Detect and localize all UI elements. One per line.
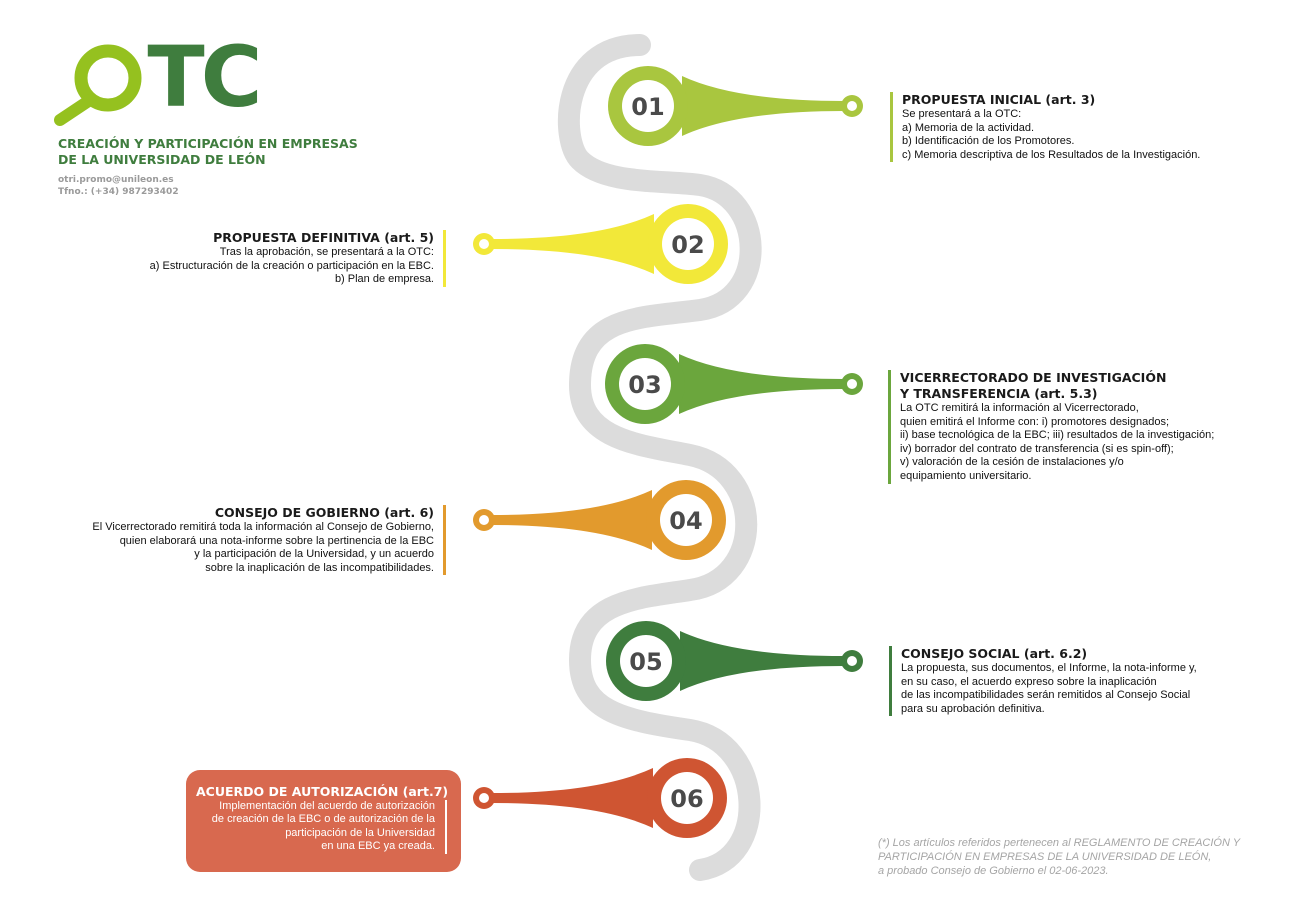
title-line-1: CREACIÓN Y PARTICIPACIÓN EN EMPRESAS (58, 136, 358, 151)
step-6-line: participación de la Universidad (285, 826, 435, 839)
step-3-text (888, 370, 1214, 484)
step-2-pin (473, 204, 728, 284)
step-4-line: y la participación de la Universidad, y un acuerdo (194, 548, 434, 561)
step-5-text (889, 646, 1197, 716)
step-2-title: PROPUESTA DEFINITIVA (art. 5) (213, 230, 434, 245)
step-1-pin (608, 66, 863, 146)
step-1-number: 01 (631, 93, 665, 121)
step-2-text (150, 230, 446, 287)
step-3-number: 03 (628, 371, 662, 399)
step-5-connector (680, 631, 852, 691)
step-6-body (196, 800, 447, 854)
step-5-title: CONSEJO SOCIAL (art. 6.2) (901, 646, 1088, 661)
step-5-line: para su aprobación definitiva. (901, 702, 1045, 715)
step-5-pin (606, 621, 863, 701)
step-6-pin (473, 758, 727, 838)
contact-email: otri.promo@unileon.es (58, 175, 174, 185)
step-1-connector (682, 76, 852, 136)
step-6-number: 06 (670, 785, 704, 813)
step-5-line: en su caso, el acuerdo expreso sobre la inaplicación (901, 675, 1157, 688)
step-2-line: b) Plan de empresa. (334, 273, 434, 286)
footnote-line: PARTICIPACIÓN EN EMPRESAS DE LA UNIVERSIDAD DE LEÓN, (878, 851, 1212, 863)
step-1-line: b) Identificación de los Promotores. (902, 135, 1075, 148)
step-1-line: Se presentará a la OTC: (902, 108, 1022, 120)
step-5-line: La propuesta, sus documentos, el Informe, la nota-informe y, (901, 662, 1197, 674)
step-3-connector (679, 354, 852, 414)
step-3-end-dot-center (847, 379, 857, 389)
step-3-line: ii) base tecnológica de la EBC; iii) resultados de la investigación; (900, 429, 1215, 442)
step-6-line: de creación de la EBC o de autorización de la (211, 813, 435, 826)
step-6-connector (484, 768, 653, 828)
step-3-line: v) valoración de la cesión de instalaciones y/o (900, 456, 1124, 469)
logo-wordmark: TC (147, 28, 259, 126)
contact-info (58, 174, 179, 198)
otc-logo (50, 28, 259, 128)
step-6-box (186, 770, 461, 872)
step-6-end-dot-center (479, 793, 489, 803)
step-4-connector (484, 490, 652, 550)
step-4-title: CONSEJO DE GOBIERNO (art. 6) (214, 505, 434, 520)
step-4-line: quien elaborará una nota-informe sobre la pertinencia de la EBC (119, 534, 434, 547)
page-title (58, 136, 378, 168)
step-1-end-dot-center (847, 101, 857, 111)
step-4-pin (473, 480, 726, 560)
title-line-2: DE LA UNIVERSIDAD DE LEÓN (58, 152, 266, 167)
step-3-title: VICERRECTORADO DE INVESTIGACIÓN (900, 370, 1167, 385)
step-6-line: Implementación del acuerdo de autorización (219, 800, 435, 812)
footnote (878, 836, 1278, 878)
step-1-title: PROPUESTA INICIAL (art. 3) (902, 92, 1096, 107)
step-2-connector (484, 214, 654, 274)
step-2-line: Tras la aprobación, se presentará a la OTC: (219, 246, 434, 258)
winding-path (569, 45, 751, 870)
step-1-line: c) Memoria descriptiva de los Resultados de la Investigación. (902, 148, 1201, 161)
step-3-line: quien emitirá el Informe con: i) promotores designados; (900, 415, 1170, 428)
step-2-number: 02 (671, 231, 705, 259)
step-4-number: 04 (669, 507, 703, 535)
step-3-line: equipamiento universitario. (900, 469, 1032, 482)
footnote-line: (*) Los artículos referidos pertenecen al REGLAMENTO DE CREACIÓN Y (878, 837, 1241, 849)
step-3-line: La OTC remitirá la información al Vicerrectorado, (900, 402, 1139, 414)
step-5-line: de las incompatibilidades serán remitidos al Consejo Social (901, 689, 1191, 702)
step-3-title: Y TRANSFERENCIA (art. 5.3) (900, 386, 1098, 401)
step-5-end-dot-center (847, 656, 857, 666)
step-3-line: iv) borrador del contrato de transferencia (si es spin-off); (900, 442, 1174, 455)
step-6-line: en una EBC ya creada. (321, 840, 435, 853)
step-4-end-dot-center (479, 515, 489, 525)
step-4-text (92, 505, 446, 575)
step-5-number: 05 (629, 648, 663, 676)
step-4-line: El Vicerrectorado remitirá toda la información al Consejo de Gobierno, (92, 521, 434, 533)
step-1-text (890, 92, 1200, 162)
step-4-line: sobre la inaplicación de las incompatibilidades. (205, 561, 434, 574)
step-2-end-dot-center (479, 239, 489, 249)
step-1-line: a) Memoria de la actividad. (902, 121, 1035, 134)
contact-phone: Tfno.: (+34) 987293402 (58, 187, 179, 197)
step-3-pin (605, 344, 863, 424)
step-6-title: ACUERDO DE AUTORIZACIÓN (art.7) (196, 784, 449, 799)
step-2-line: a) Estructuración de la creación o participación en la EBC. (149, 259, 434, 272)
footnote-line: a probado Consejo de Gobierno el 02-06-2023. (878, 865, 1109, 877)
